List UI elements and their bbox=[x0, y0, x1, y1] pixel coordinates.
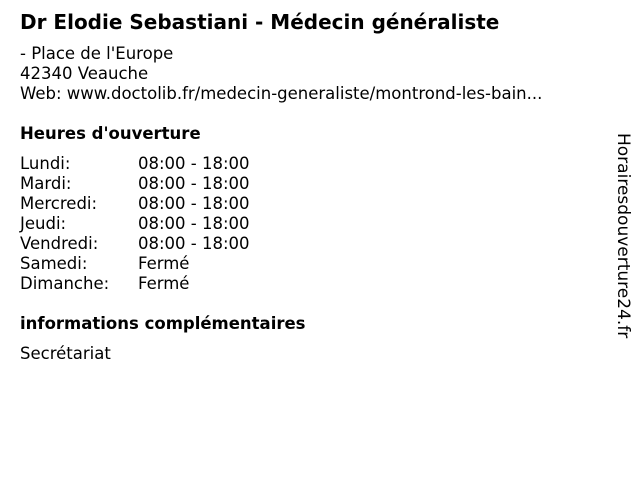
hours-value: Fermé bbox=[138, 274, 190, 293]
day-label: Mardi: bbox=[20, 174, 72, 193]
page-title: Dr Elodie Sebastiani - Médecin généraliste bbox=[20, 10, 500, 34]
address-city: 42340 Veauche bbox=[20, 64, 149, 83]
hours-value: 08:00 - 18:00 bbox=[138, 194, 250, 213]
additional-info-heading: informations complémentaires bbox=[20, 314, 306, 333]
site-watermark bbox=[612, 133, 636, 347]
hours-row-wednesday bbox=[20, 194, 320, 214]
additional-info-text: Secrétariat bbox=[20, 344, 111, 363]
opening-hours-heading: Heures d'ouverture bbox=[20, 124, 201, 143]
watermark-text: Horairesdouverture24.fr bbox=[613, 133, 633, 339]
address-street: - Place de l'Europe bbox=[20, 44, 174, 63]
day-label: Vendredi: bbox=[20, 234, 99, 253]
day-label: Samedi: bbox=[20, 254, 88, 273]
hours-value: Fermé bbox=[138, 254, 190, 273]
day-label: Jeudi: bbox=[20, 214, 67, 233]
day-label: Lundi: bbox=[20, 154, 71, 173]
website-link[interactable]: Web: www.doctolib.fr/medecin-generaliste/montrond-les-bain... bbox=[20, 84, 543, 103]
hours-value: 08:00 - 18:00 bbox=[138, 154, 250, 173]
day-label: Dimanche: bbox=[20, 274, 110, 293]
opening-hours-table bbox=[20, 154, 320, 294]
address-block bbox=[20, 44, 542, 104]
hours-value: 08:00 - 18:00 bbox=[138, 214, 250, 233]
hours-row-sunday bbox=[20, 274, 320, 294]
hours-row-thursday bbox=[20, 214, 320, 234]
day-label: Mercredi: bbox=[20, 194, 98, 213]
hours-row-friday bbox=[20, 234, 320, 254]
hours-row-monday bbox=[20, 154, 320, 174]
hours-value: 08:00 - 18:00 bbox=[138, 234, 250, 253]
hours-value: 08:00 - 18:00 bbox=[138, 174, 250, 193]
hours-row-saturday bbox=[20, 254, 320, 274]
hours-row-tuesday bbox=[20, 174, 320, 194]
